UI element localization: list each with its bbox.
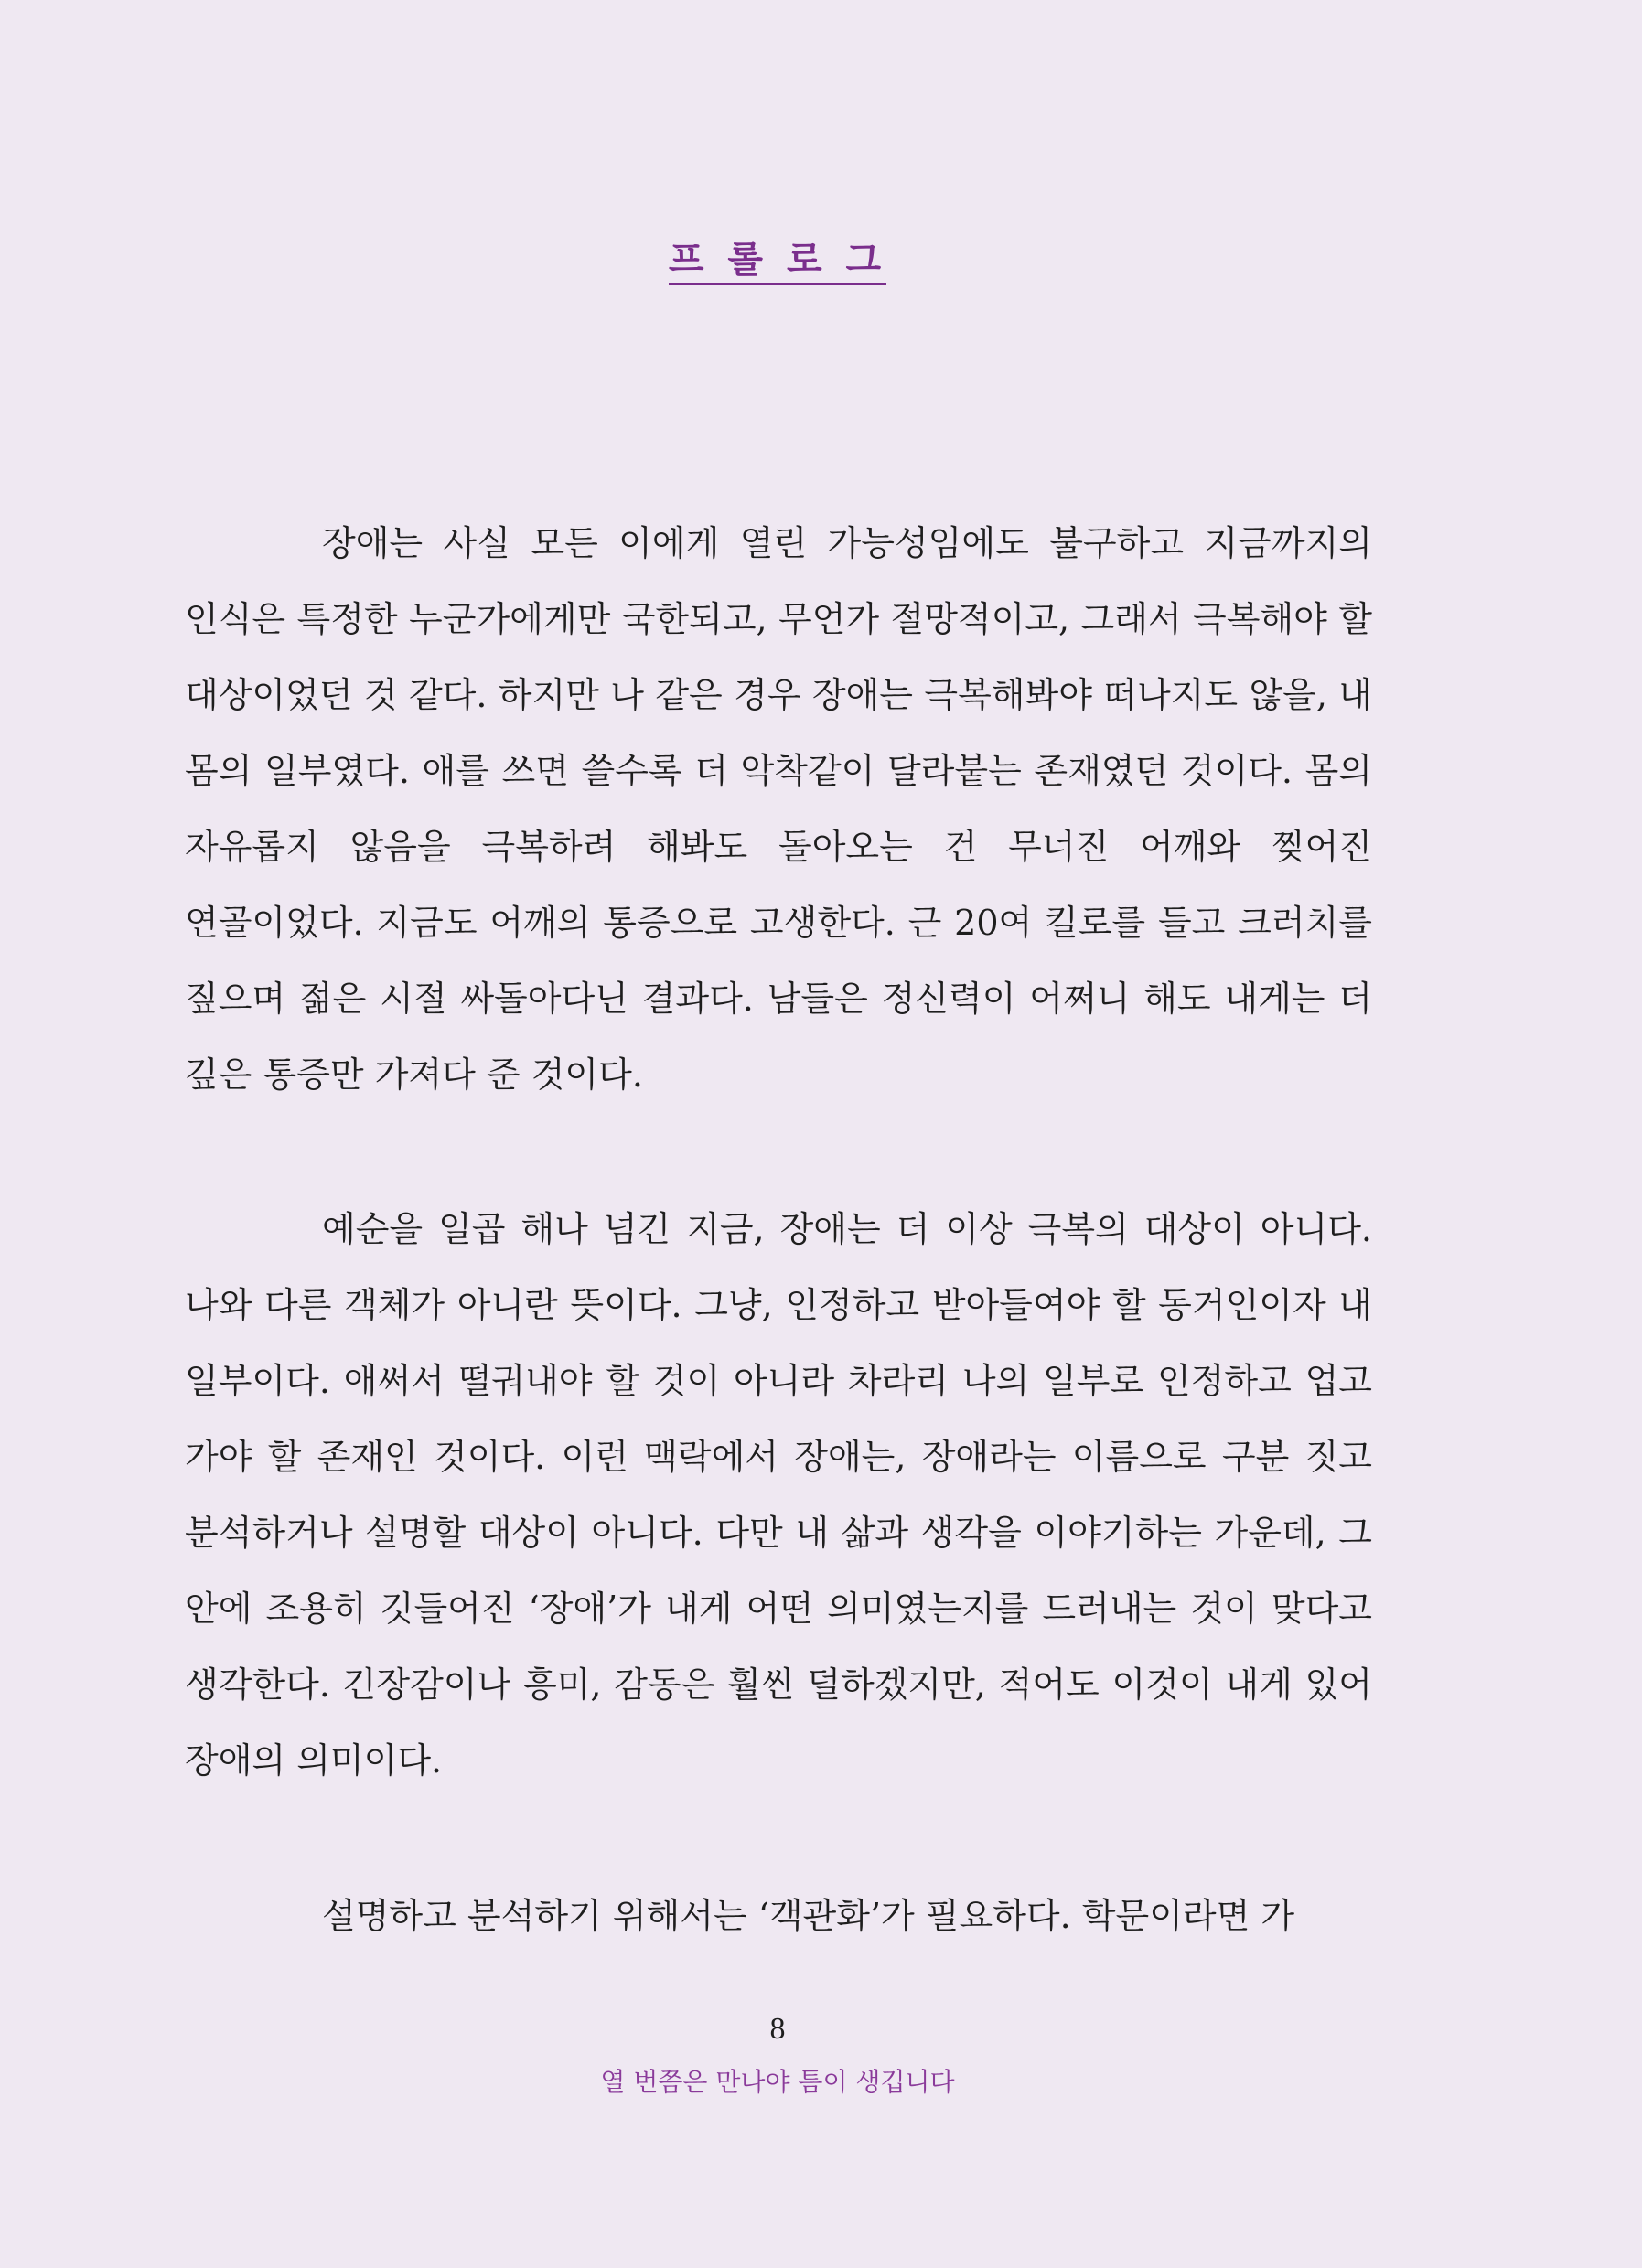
chapter-title-text: 프 롤 로 그: [669, 239, 886, 285]
body-paragraph-2: 예순을 일곱 해나 넘긴 지금, 장애는 더 이상 극복의 대상이 아니다. 나와 다른 객체가 아니란 뜻이다. 그냥, 인정하고 받아들여야 할 동거인이자 내 일부이다. 애써서 떨궈내야 할 것이 아니라 차라리 나의 일부로 인정하고 업고 가야 할 존재인 것이다. 이런 맥락에서 장애는, 장애라는 이름으로 구분 짓고 분석하거나 설명할 대상이 아니다. 다만 내 삶과 생각을 이야기하는 가운데, 그 안에 조용히 깃들어진 ‘장애’가 내게 어떤 의미였는지를 드러내는 것이 맞다고 생각한다. 긴장감이나 흥미, 감동은 훨씬 덜하겠지만, 적어도 이것이 내게 있어 장애의 의미이다.: [185, 1209, 1372, 1781]
body-paragraph-3: 설명하고 분석하기 위해서는 ‘객관화’가 필요하다. 학문이라면 가: [322, 1896, 1295, 1936]
body-paragraph-1: 장애는 사실 모든 이에게 열린 가능성임에도 불구하고 지금까지의 인식은 특정한 누군가에게만 국한되고, 무언가 절망적이고, 그래서 극복해야 할 대상이었던 것 같다. 하지만 나 같은 경우 장애는 극복해봐야 떠나지도 않을, 내 몸의 일부였다. 애를 쓰면 쓸수록 더 악착같이 달라붙는 존재였던 것이다. 몸의 자유롭지 않음을 극복하려 해봐도 돌아오는 건 무너진 어깨와 찢어진 연골이었다. 지금도 어깨의 통증으로 고생한다. 근 20여 킬로를 들고 크러치를 짚으며 젊은 시절 싸돌아다닌 결과다. 남들은 정신력이 어쩌니 해도 내게는 더 깊은 통증만 가져다 준 것이다.: [185, 523, 1372, 1095]
chapter-title: [0, 230, 1555, 283]
running-footer-book-title: 열 번쯤은 만나야 틈이 생깁니다: [600, 2067, 955, 2097]
page-number: 8: [769, 2012, 786, 2046]
